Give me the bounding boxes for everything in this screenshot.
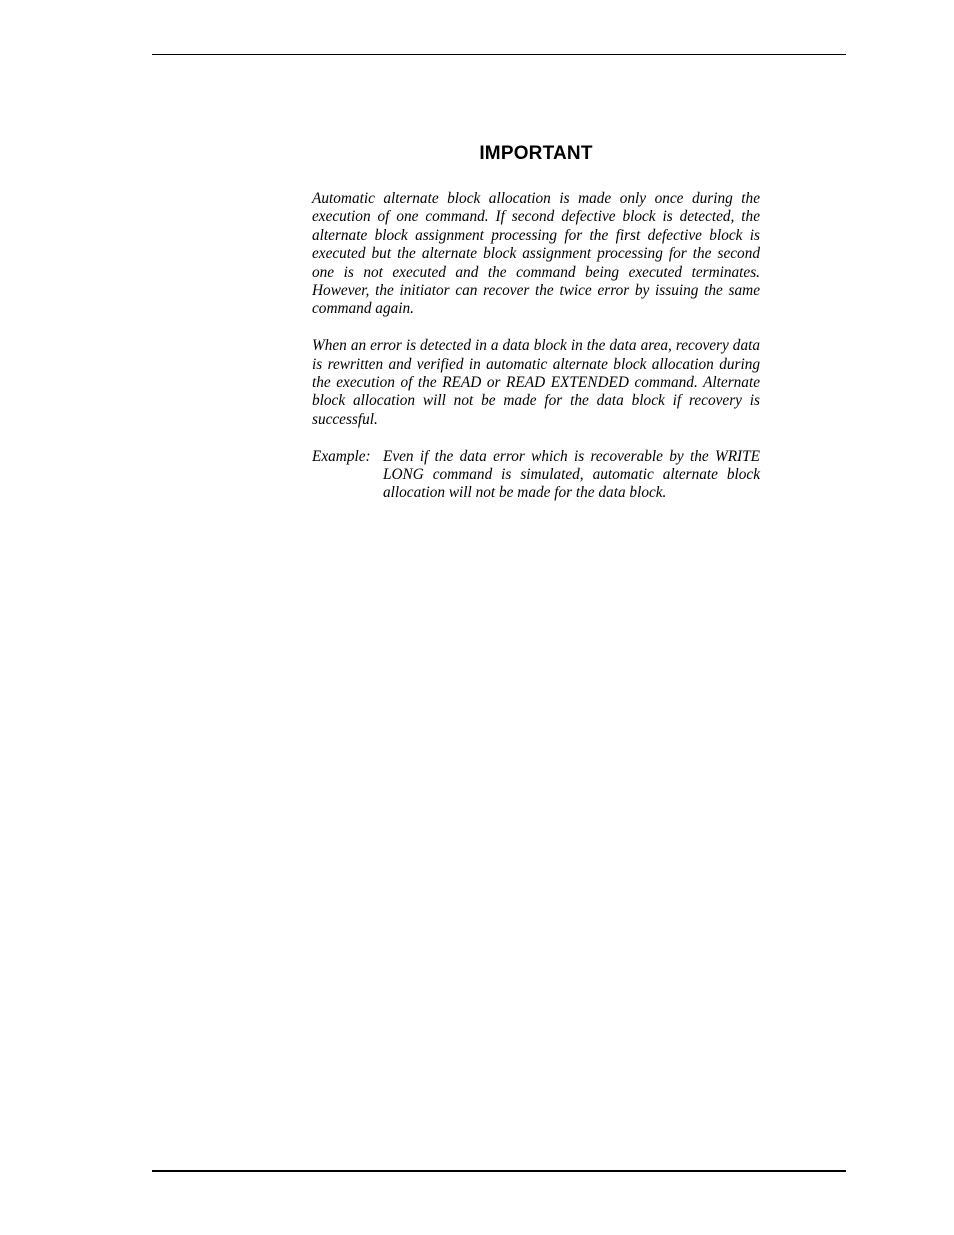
- notice-paragraph: When an error is detected in a data block in the data area, recovery data is rewritten and verified in automatic alternate block allocation during the execution of the READ or READ EXTENDED command. Alternate block allocation will not be made for the data block if recovery is successful.: [312, 337, 760, 428]
- example-label: Example:: [312, 447, 371, 465]
- footer-rule: [152, 1170, 846, 1172]
- example-text: Even if the data error which is recoverable by the WRITE LONG command is simulated, automatic alternate block allocation will not be made for the data block.: [383, 447, 760, 502]
- header-rule: [152, 54, 846, 55]
- important-notice-body: [312, 190, 760, 503]
- example-block: [312, 448, 760, 503]
- notice-paragraph: Automatic alternate block allocation is made only once during the execution of one command. If second defective block is detected, the alternate block assignment processing for the first defective block is executed but the alternate block assignment processing for the second one is not executed and the command being executed terminates. However, the initiator can recover the twice error by issuing the same command again.: [312, 190, 760, 318]
- important-heading: IMPORTANT: [479, 143, 593, 164]
